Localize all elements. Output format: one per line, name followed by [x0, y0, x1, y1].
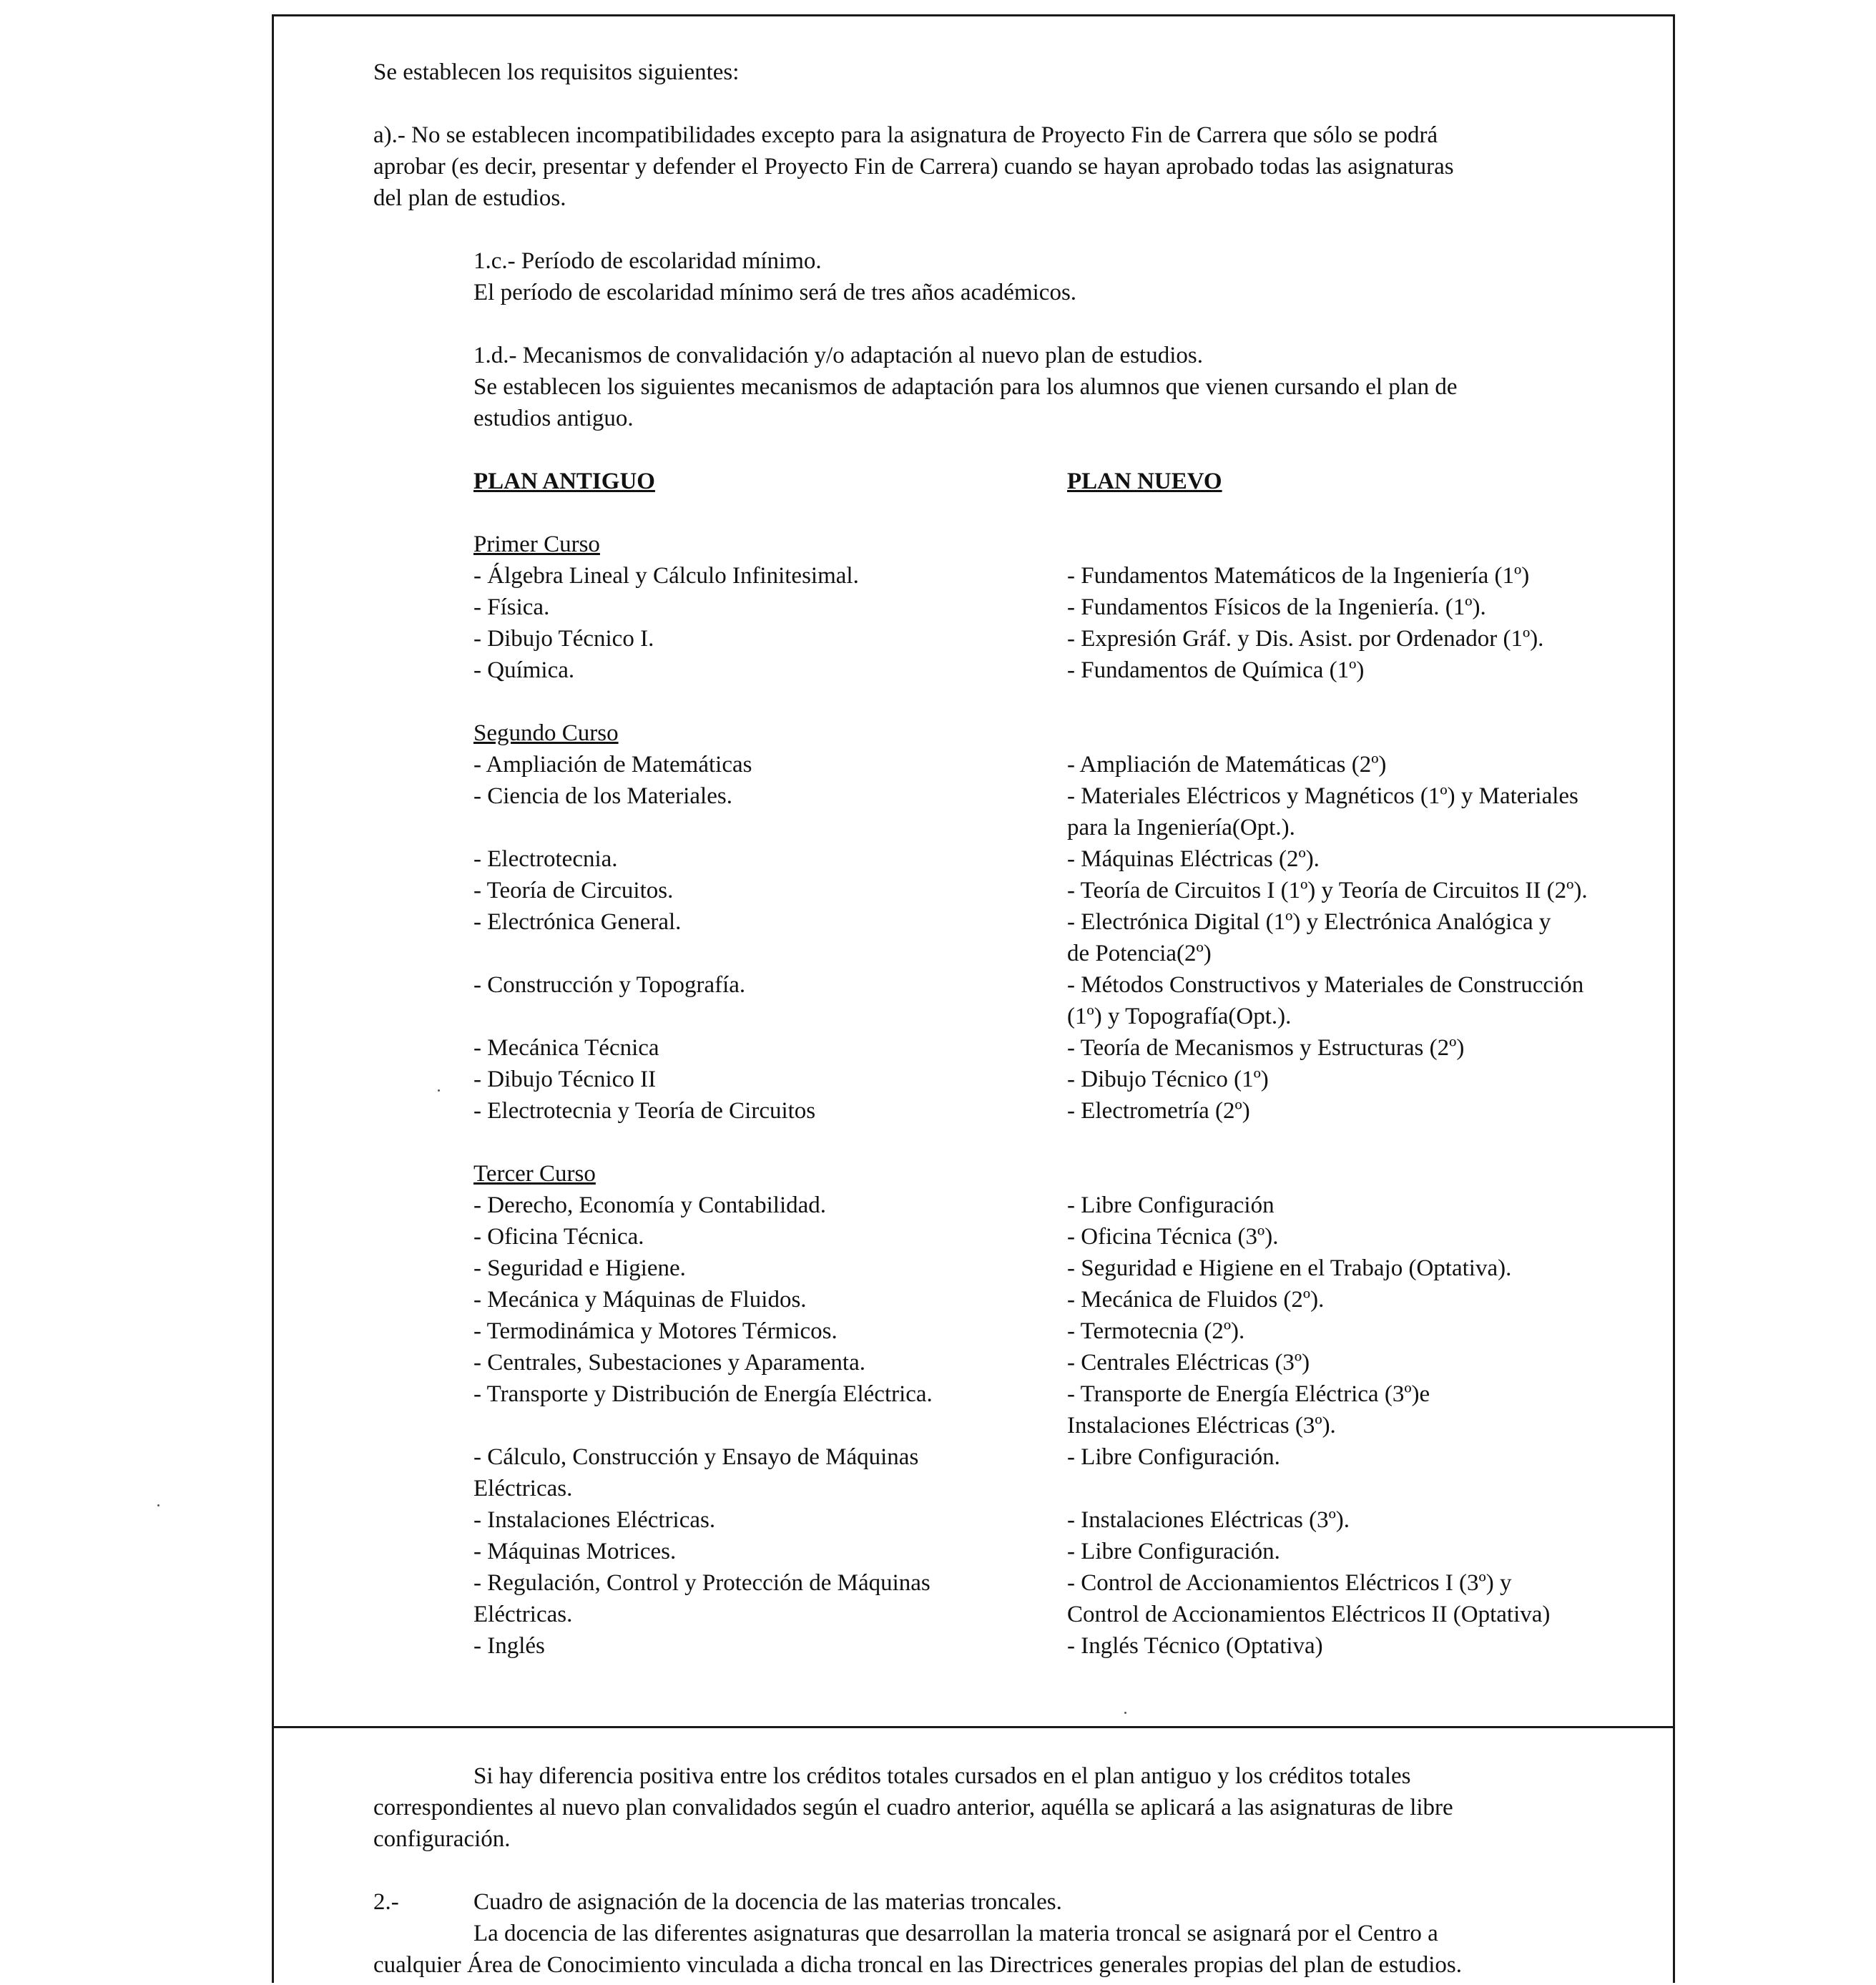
plan-antiguo-cell: - Construcción y Topografía.	[473, 972, 746, 998]
plan-nuevo-cell: - Máquinas Eléctricas (2º).	[1067, 846, 1320, 872]
plan-nuevo-cell: - Teoría de Mecanismos y Estructuras (2º)	[1067, 1035, 1465, 1061]
plan-nuevo-cell: - Dibujo Técnico (1º)	[1067, 1067, 1269, 1092]
para-a-line: aprobar (es decir, presentar y defender el Proyecto Fin de Carrera) cuando se hayan aprobado todas las asignaturas	[373, 154, 1454, 180]
plan-nuevo-cell: de Potencia(2º)	[1067, 941, 1212, 966]
section-1c-text: El período de escolaridad mínimo será de tres años académicos.	[473, 280, 1077, 305]
plan-antiguo-cell: - Dibujo Técnico I.	[473, 626, 654, 652]
plan-nuevo-cell: - Electrónica Digital (1º) y Electrónica Analógica y	[1067, 909, 1551, 935]
plan-antiguo-cell: - Oficina Técnica.	[473, 1224, 644, 1250]
plan-antiguo-cell: - Ciencia de los Materiales.	[473, 783, 732, 809]
plan-antiguo-cell: - Álgebra Lineal y Cálculo Infinitesimal.	[473, 563, 859, 589]
credit-para-line: correspondientes al nuevo plan convalidados según el cuadro anterior, aquélla se aplicará a las asignaturas de libre	[373, 1795, 1453, 1820]
section-1d-line: Se establecen los siguientes mecanismos de adaptación para los alumnos que vienen cursando el plan de	[473, 374, 1458, 400]
scan-speck	[1124, 1712, 1126, 1714]
plan-nuevo-cell: (1º) y Topografía(Opt.).	[1067, 1004, 1292, 1029]
plan-antiguo-cell: - Mecánica y Máquinas de Fluidos.	[473, 1287, 807, 1313]
plan-antiguo-cell: - Electrotecnia.	[473, 846, 618, 872]
plan-antiguo-cell: - Física.	[473, 594, 550, 620]
section-1d-title: 1.d.- Mecanismos de convalidación y/o adaptación al nuevo plan de estudios.	[473, 343, 1203, 368]
plan-antiguo-cell: - Transporte y Distribución de Energía Eléctrica.	[473, 1381, 933, 1407]
plan-nuevo-cell: - Fundamentos de Química (1º)	[1067, 657, 1365, 683]
course-heading: Segundo Curso	[473, 720, 619, 746]
section-1c-title: 1.c.- Período de escolaridad mínimo.	[473, 248, 822, 274]
intro-text: Se establecen los requisitos siguientes:	[373, 59, 740, 85]
plan-antiguo-cell: - Máquinas Motrices.	[473, 1539, 677, 1564]
plan-antiguo-cell: - Seguridad e Higiene.	[473, 1255, 686, 1281]
plan-nuevo-cell: - Teoría de Circuitos I (1º) y Teoría de Circuitos II (2º).	[1067, 878, 1588, 903]
plan-antiguo-cell: - Mecánica Técnica	[473, 1035, 659, 1061]
credit-para-line: configuración.	[373, 1826, 511, 1852]
plan-nuevo-cell: para la Ingeniería(Opt.).	[1067, 815, 1295, 840]
plan-nuevo-cell: - Libre Configuración.	[1067, 1444, 1280, 1470]
plan-antiguo-cell: - Cálculo, Construcción y Ensayo de Máquinas	[473, 1444, 919, 1470]
plan-antiguo-header: PLAN ANTIGUO	[473, 469, 655, 494]
plan-nuevo-cell: - Materiales Eléctricos y Magnéticos (1º) y Materiales	[1067, 783, 1578, 809]
plan-nuevo-cell: - Expresión Gráf. y Dis. Asist. por Ordenador (1º).	[1067, 626, 1544, 652]
scan-speck	[157, 1504, 159, 1506]
plan-nuevo-cell: - Electrometría (2º)	[1067, 1098, 1250, 1124]
para-a-line: del plan de estudios.	[373, 185, 566, 211]
plan-antiguo-cell: - Inglés	[473, 1633, 545, 1659]
item-2-line: cualquier Área de Conocimiento vinculada a dicha troncal en las Directrices generales propias del plan de estudios.	[373, 1952, 1462, 1978]
plan-antiguo-cell: - Ampliación de Matemáticas	[473, 752, 752, 778]
credit-para-line: Si hay diferencia positiva entre los créditos totales cursados en el plan antiguo y los créditos totales	[473, 1763, 1411, 1789]
plan-nuevo-cell: Control de Accionamientos Eléctricos II (Optativa)	[1067, 1602, 1551, 1627]
item-2-number: 2.-	[373, 1889, 399, 1915]
section-1d-line: estudios antiguo.	[473, 406, 634, 431]
plan-antiguo-cell: - Electrónica General.	[473, 909, 682, 935]
item-2-line: La docencia de las diferentes asignaturas que desarrollan la materia troncal se asignará por el Centro a	[473, 1921, 1438, 1946]
item-2-title: Cuadro de asignación de la docencia de las materias troncales.	[473, 1889, 1062, 1915]
section-divider	[272, 1726, 1675, 1728]
plan-nuevo-cell: - Fundamentos Físicos de la Ingeniería. (1º).	[1067, 594, 1486, 620]
plan-nuevo-header: PLAN NUEVO	[1067, 469, 1222, 494]
plan-nuevo-cell: - Ampliación de Matemáticas (2º)	[1067, 752, 1387, 778]
plan-antiguo-cell: Eléctricas.	[473, 1476, 573, 1501]
plan-antiguo-cell: Eléctricas.	[473, 1602, 573, 1627]
plan-nuevo-cell: - Fundamentos Matemáticos de la Ingeniería (1º)	[1067, 563, 1530, 589]
plan-nuevo-cell: - Métodos Constructivos y Materiales de Construcción	[1067, 972, 1584, 998]
plan-antiguo-cell: - Termodinámica y Motores Térmicos.	[473, 1318, 838, 1344]
course-heading: Tercer Curso	[473, 1161, 596, 1187]
plan-nuevo-cell: - Termotecnia (2º).	[1067, 1318, 1245, 1344]
plan-nuevo-cell: - Libre Configuración.	[1067, 1539, 1280, 1564]
plan-nuevo-cell: - Transporte de Energía Eléctrica (3º)e	[1067, 1381, 1430, 1407]
plan-nuevo-cell: - Control de Accionamientos Eléctricos I (3º) y	[1067, 1570, 1512, 1596]
plan-antiguo-cell: - Regulación, Control y Protección de Máquinas	[473, 1570, 930, 1596]
plan-nuevo-cell: Instalaciones Eléctricas (3º).	[1067, 1413, 1336, 1438]
plan-nuevo-cell: - Centrales Eléctricas (3º)	[1067, 1350, 1310, 1376]
plan-antiguo-cell: - Química.	[473, 657, 575, 683]
plan-antiguo-cell: - Electrotecnia y Teoría de Circuitos	[473, 1098, 816, 1124]
plan-nuevo-cell: - Oficina Técnica (3º).	[1067, 1224, 1279, 1250]
plan-antiguo-cell: - Derecho, Economía y Contabilidad.	[473, 1192, 827, 1218]
plan-nuevo-cell: - Instalaciones Eléctricas (3º).	[1067, 1507, 1350, 1533]
plan-antiguo-cell: - Dibujo Técnico II	[473, 1067, 657, 1092]
plan-antiguo-cell: - Teoría de Circuitos.	[473, 878, 674, 903]
para-a-line: a).- No se establecen incompatibilidades excepto para la asignatura de Proyecto Fin de Carrera que sólo se podrá	[373, 122, 1438, 148]
plan-nuevo-cell: - Seguridad e Higiene en el Trabajo (Optativa).	[1067, 1255, 1512, 1281]
plan-nuevo-cell: - Mecánica de Fluidos (2º).	[1067, 1287, 1325, 1313]
plan-antiguo-cell: - Instalaciones Eléctricas.	[473, 1507, 716, 1533]
plan-nuevo-cell: - Inglés Técnico (Optativa)	[1067, 1633, 1323, 1659]
course-heading: Primer Curso	[473, 531, 600, 557]
plan-antiguo-cell: - Centrales, Subestaciones y Aparamenta.	[473, 1350, 865, 1376]
scan-speck	[438, 1089, 440, 1092]
plan-nuevo-cell: - Libre Configuración	[1067, 1192, 1275, 1218]
